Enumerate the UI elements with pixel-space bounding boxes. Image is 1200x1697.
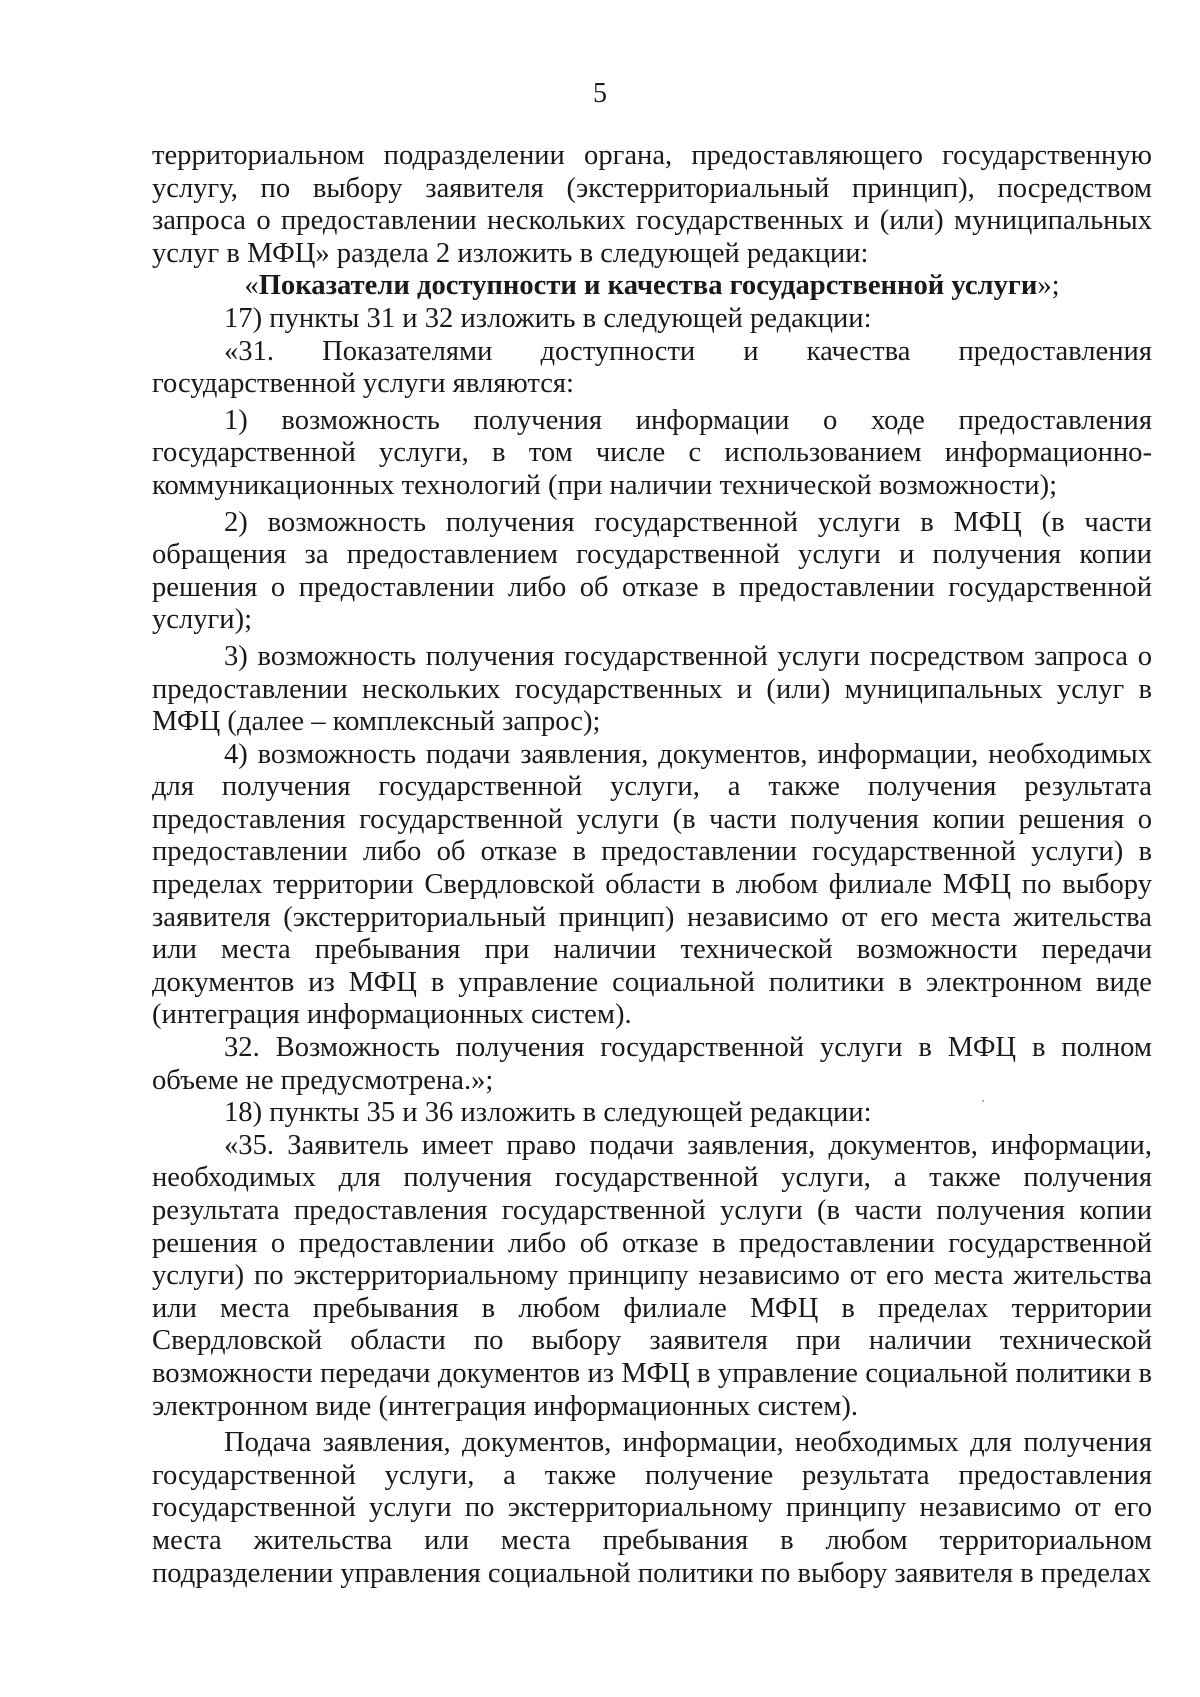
heading-close-quote: »; — [1037, 270, 1060, 302]
paragraph-clause-31: «31. Показателями доступности и качества предоставления государственной услуги являются: — [152, 335, 1152, 400]
document-body — [152, 140, 1152, 1590]
heading-open-quote: « — [244, 270, 259, 302]
paragraph-subitem-3: 3) возможность получения государственной услуги посредством запроса о предоставлении нескольких государственных и (или) муниципальных услуг в МФЦ (далее – комплексный запрос); — [152, 640, 1152, 738]
page-number: 5 — [593, 78, 607, 109]
paragraph-continuation: территориальном подразделении органа, предоставляющего государственную услугу, по выбору заявителя (экстерриториальный принцип), посредством запроса о предоставлении нескольких государственных и (или) муниципальных услуг в МФЦ» раздела 2 изложить в следующей редакции: — [152, 140, 1152, 269]
paragraph-item-18: 18) пункты 35 и 36 изложить в следующей редакции: — [224, 1097, 872, 1129]
paragraph-clause-35: «35. Заявитель имеет право подачи заявления, документов, информации, необходимых для получения государственной услуги, а также получения результата предоставления государственной услуги (в части получения копии решения о предоставлении либо об отказе в предоставлении государственной услуги) по экстерриториальному принципу независимо от его места жительства или места пребывания в любом филиале МФЦ в пределах территории Свердловской области по выбору заявителя при наличии технической возможности передачи документов из МФЦ в управление социальной политики в электронном виде (интеграция информационных систем). — [152, 1129, 1152, 1422]
paragraph-subitem-1: 1) возможность получения информации о ходе предоставления государственной услуги, в том числе с использованием информационно-коммуникационных технологий (при наличии технической возможности); — [152, 404, 1152, 501]
paragraph-submission: Подача заявления, документов, информации, необходимых для получения государственной услуги, а также получение результата предоставления государственной услуги по экстерриториальному принципу независимо от его места жительства или места пребывания в любом территориальном подразделении управления социальной политики по выбору заявителя в пределах — [152, 1427, 1152, 1589]
paragraph-subitem-4: 4) возможность подачи заявления, документов, информации, необходимых для получения государственной услуги, а также получения результата предоставления государственной услуги (в части получения копии решения о предоставлении либо об отказе в предоставлении государственной услуги) в пределах территории Свердловской области в любом филиале МФЦ по выбору заявителя (экстерриториальный принцип) независимо от его места жительства или места пребывания при наличии технической возможности передачи документов из МФЦ в управление социальной политики в электронном виде (интеграция информационных систем). — [152, 738, 1152, 1031]
scan-speck — [982, 1100, 984, 1102]
paragraph-item-17: 17) пункты 31 и 32 изложить в следующей редакции: — [224, 302, 872, 334]
section-heading — [152, 270, 1152, 303]
paragraph-clause-32: 32. Возможность получения государственной услуги в МФЦ в полном объеме не предусмотрена.»; — [152, 1032, 1152, 1096]
paragraph-subitem-2: 2) возможность получения государственной услуги в МФЦ (в части обращения за предоставлением государственной услуги и получения копии решения о предоставлении либо об отказе в предоставлении государственной услуги); — [152, 506, 1152, 636]
heading-title: Показатели доступности и качества государственной услуги — [258, 270, 1038, 302]
